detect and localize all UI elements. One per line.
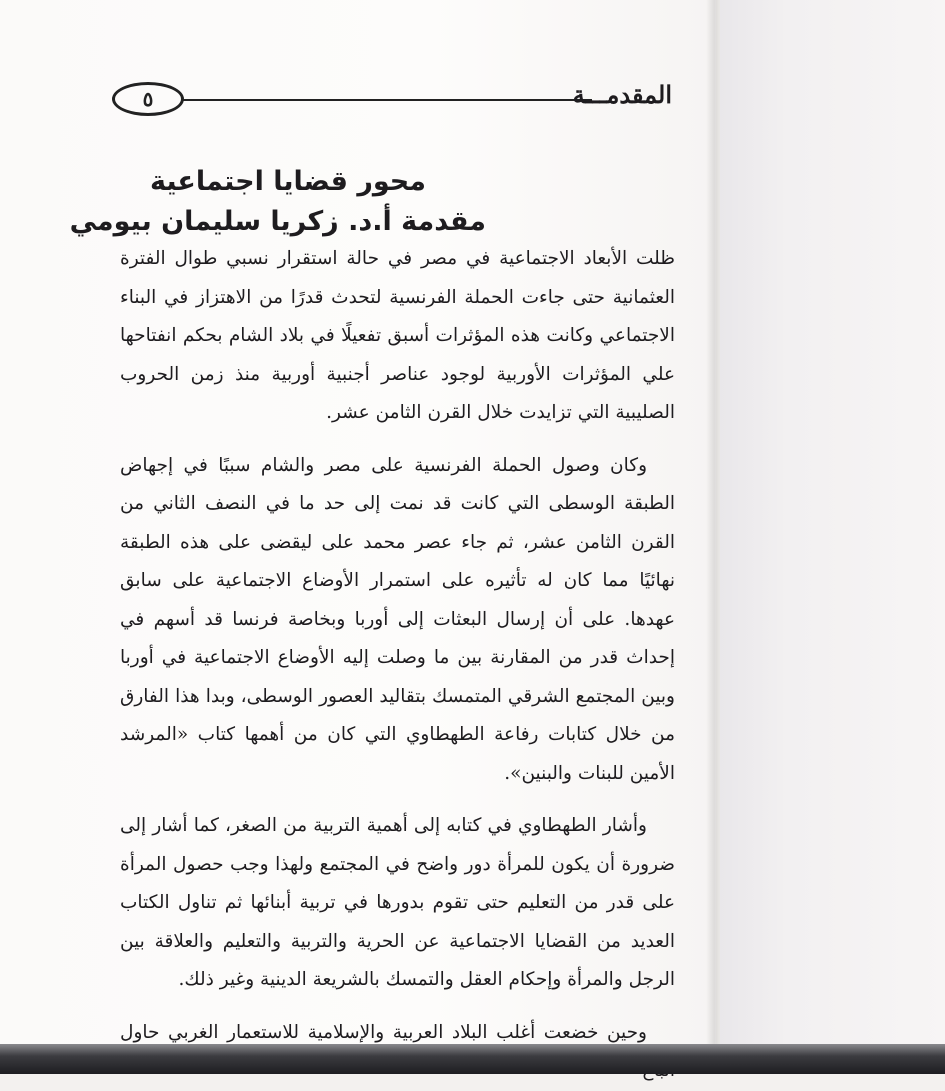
paragraph-2: وكان وصول الحملة الفرنسية على مصر والشام سببًا في إجهاض الطبقة الوسطى التي كانت قد نمت إلى حد ما في النصف الثاني من القرن الثامن عشر، ثم جاء عصر محمد على ليقضى على هذه الطبقة نهائيًا مما كان له تأثيره على استمرار الأوضاع الاجتماعية على سابق عهدها. على أن إرسال البعثات إلى أوربا وبخاصة فرنسا قد أسهم في إحداث قدر من المقارنة بين ما وصلت إليه الأوضاع الاجتماعية في أوربا وبين المجتمع الشرقي المتمسك بتقاليد العصور الوسطى، وبدا هذا الفارق من خلال كتابات رفاعة الطهطاوي التي كان من أهمها كتاب «المرشد الأمين للبنات والبنين».	[120, 454, 675, 784]
paragraph-4: وحين خضعت أغلب البلاد العربية والإسلامية للاستعمار الغربي حاول	[120, 1021, 647, 1043]
chapter-title-block	[69, 162, 486, 242]
running-header	[112, 78, 672, 122]
facing-page-edge	[720, 0, 945, 1074]
book-spine-shadow	[706, 0, 720, 1074]
chapter-title: محور قضايا اجتماعية	[150, 166, 426, 197]
chapter-subtitle: مقدمة أ.د. زكريا سليمان بيومي	[69, 206, 486, 237]
section-title: المقدمـــة	[572, 80, 672, 109]
body-text	[120, 240, 675, 1091]
scan-bottom-edge	[0, 1044, 945, 1074]
paragraph-3: وأشار الطهطاوي في كتابه إلى أهمية التربية من الصغر، كما أشار إلى ضرورة أن يكون للمرأة دور واضح في المجتمع ولهذا وجب حصول المرأة على قدر من التعليم حتى تقوم بدورها في تربية أبنائها ثم تناول الكتاب العديد من القضايا الاجتماعية عن الحرية والتربية والتعليم والعلاقة بين الرجل والمرأة وإحكام العقل والتمسك بالشريعة الدينية وغير ذلك.	[120, 815, 675, 990]
header-rule	[182, 99, 592, 101]
paragraph-1: ظلت الأبعاد الاجتماعية في مصر في حالة استقرار نسبي طوال الفترة العثمانية حتى جاءت الحملة الفرنسية لتحدث قدرًا من الاهتزاز في البناء الاجتماعي وكانت هذه المؤثرات أسبق تفعيلًا في بلاد الشام بحكم انفتاحها علي المؤثرات الأوربية لوجود عناصر أجنبية أوربية منذ زمن الحروب الصليبية التي تزايدت خلال القرن الثامن عشر.	[120, 248, 675, 423]
page-number: ٥	[112, 82, 184, 116]
